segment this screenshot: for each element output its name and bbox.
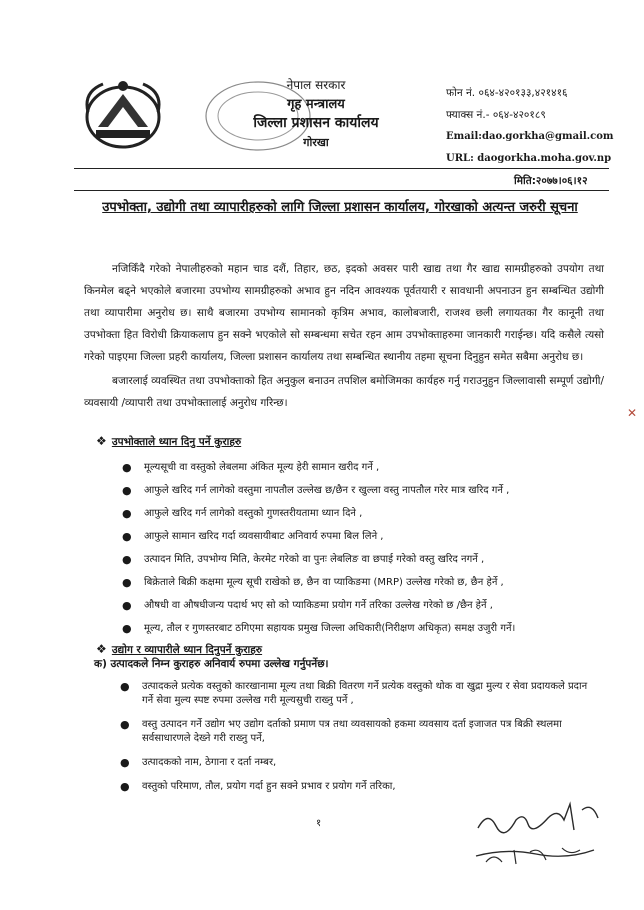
section1-heading-row [96,430,241,449]
list-item: ● वस्तुको परिमाण, तौल, प्रयोग गर्दा हुन सक्ने प्रभाव र प्रयोग गर्ने तरिका, [120,780,396,793]
bullet-icon: ● [122,622,132,635]
section1-heading: उपभोक्ताले ध्यान दिनु पर्ने कुराहरु [111,436,242,448]
producer-list [120,680,590,804]
date-divider [74,190,609,191]
notice-title: उपभोक्ता, उद्योगी तथा व्यापारीहरुको लागि जिल्ला प्रशासन कार्यालय, गोरखाको अत्यन्त जरुरी सूचना [102,200,578,215]
ministry-name: गृह मन्त्रालय [287,97,345,112]
email-address: Email:dao.gorkha@gmail.com [446,131,614,142]
list-item: ● बिक्रेताले बिक्री कक्षमा मूल्य सूची राखेको छ, छैन वा प्याकिङमा (MRP) उल्लेख गरेको छ, छैन हेर्ने , [122,571,592,594]
bullet-icon: ● [122,576,132,589]
notice-date: मिति:२०७७।०६।१२ [514,175,588,187]
bullet-icon: ● [120,680,130,693]
bullet-icon: ● [122,599,132,612]
header-divider [74,168,609,169]
website-url: URL: daogorkha.moha.gov.np [446,153,612,164]
section2-heading: उद्योग र व्यापारीले ध्यान दिनुपर्ने कुराहरु [111,644,263,656]
list-item: ● आफुले सामान खरिद गर्दा व्यवसायीबाट अनिवार्य रुपमा बिल लिने , [122,525,592,548]
diamond-bullet-icon: ❖ [96,434,107,448]
paragraph-request: बजारलाई व्यवस्थित तथा उपभोक्ताको हित अनुकुल बनाउन तपशिल बमोजिमका कार्यहरु गर्नु गराउनुहुन जिल्लावासी सम्पूर्ण उद्योगी/व्यवसायी /व्यापारी तथा उपभोक्तालाई अनुरोध गरिन्छ। [84,375,604,409]
nepal-emblem-icon [78,72,168,152]
office-name: जिल्ला प्रशासन कार्यालय [253,115,379,131]
bullet-icon: ● [120,756,130,769]
government-name: नेपाल सरकार [286,78,346,92]
paragraph-intro: नजिकिँदै गरेको नेपालीहरुको महान चाड दशैं, तिहार, छठ, इदको अवसर पारी खाद्य तथा गैर खाद्य सामग्रीहरुको उपयोग तथा किनमेल बढ्ने भएकोले बजारमा उपभोग्य सामग्रीहरुको अभाव हुन नदिन आवश्यक पूर्वतयारी र सावधानी अपनाउन हुन सम्बन्धित उद्योगी तथा व्यापारीमा अनुरोध छ। साथै बजारमा उपभोग्य सामानको कृत्रिम अभाव, कालोबजारी, राजश्व छली लगायतका गैर कानूनी तथा उपभोक्ता हित विरोधी क्रियाकलाप हुन सक्ने भएकोले सो सम्बन्धमा सचेत रहन आम उपभोक्ताहरुमा जानकारी गराईन्छ। यदि कसैले त्यसो गरेको पाइएमा जिल्ला प्रहरी कार्यालय, जिल्ला प्रशासन कार्यालय तथा सम्बन्धित स्थानीय तहमा सूचना दिनुहुन समेत सबैमा अनुरोध छ। [84,263,604,363]
bullet-icon: ● [120,718,130,731]
bullet-icon: ● [122,530,132,543]
diamond-bullet-icon: ❖ [96,642,107,656]
page-number: १ [316,818,322,829]
fax-number: फ्याक्स नं.- ०६४-४२०१८९ [446,109,546,121]
list-item: ● मूल्य, तौल र गुणस्तरबाट ठगिएमा सहायक प्रमुख जिल्ला अधिकारी(निरीक्षण अधिकृत) समक्ष उजुरी गर्ने। [122,617,592,640]
list-item: ● वस्तु उत्पादन गर्ने उद्योग भए उद्योग दर्ताको प्रमाण पत्र तथा व्यवसायको हकमा व्यवसाय दर्ता इजाजत पत्र बिक्री स्थलमा सर्वसाधारणले देख्ने गरी राख्नु पर्ने, [120,718,562,744]
section2-subheading: क) उत्पादकले निम्न कुराहरु अनिवार्य रुपमा उल्लेख गर्नुपर्नेछ। [94,658,329,670]
list-item: ● आफुले खरिद गर्न लागेको वस्तुमा नापतौल उल्लेख छ/छैन र खुल्ला वस्तु नापतौल गरेर मात्र खरिद गर्ने , [122,479,592,502]
phone-number: फोन नं. ०६४-४२०१३३,४२१४१६ [446,87,568,99]
list-item: ● औषधी वा औषधीजन्य पदार्थ भए सो को प्याकिङमा प्रयोग गर्ने तरिका उल्लेख गरेको छ /छैन हेर्ने , [122,594,592,617]
bullet-icon: ● [120,780,130,793]
contact-block [446,82,614,170]
list-item: ● उत्पादकको नाम, ठेगाना र दर्ता नम्बर, [120,756,277,769]
margin-mark: ✕ [627,406,638,420]
district-name: गोरखा [303,136,329,149]
office-header [226,76,406,152]
bullet-icon: ● [122,461,132,474]
section2-heading-row [96,638,262,657]
handwritten-signature [466,790,616,870]
bullet-icon: ● [122,484,132,497]
list-item: ● उत्पादन मिति, उपभोग्य मिति, केरमेट गरेको वा पुनः लेबलिङ वा छपाई गरेको वस्तु खरिद नगर्ने , [122,548,592,571]
consumer-list [122,456,592,640]
bullet-icon: ● [122,553,132,566]
list-item: ● उत्पादकले प्रत्येक वस्तुको कारखानामा मूल्य तथा बिक्री वितरण गर्ने प्रत्येक वस्तुको थोक वा खुद्रा मुल्य र सेवा प्रदायकले प्रदान गर्ने सेवा मुल्य स्पष्ट रुपमा उल्लेख गरी मूल्यसुची राख्नु पर्ने , [120,680,588,706]
bullet-icon: ● [122,507,132,520]
list-item: ● मूल्यसूची वा वस्तुको लेबलमा अंकित मूल्य हेरी सामान खरीद गर्ने , [122,456,592,479]
list-item: ● आफुले खरिद गर्न लागेको वस्तुको गुणस्तरीयतामा ध्यान दिने , [122,502,592,525]
